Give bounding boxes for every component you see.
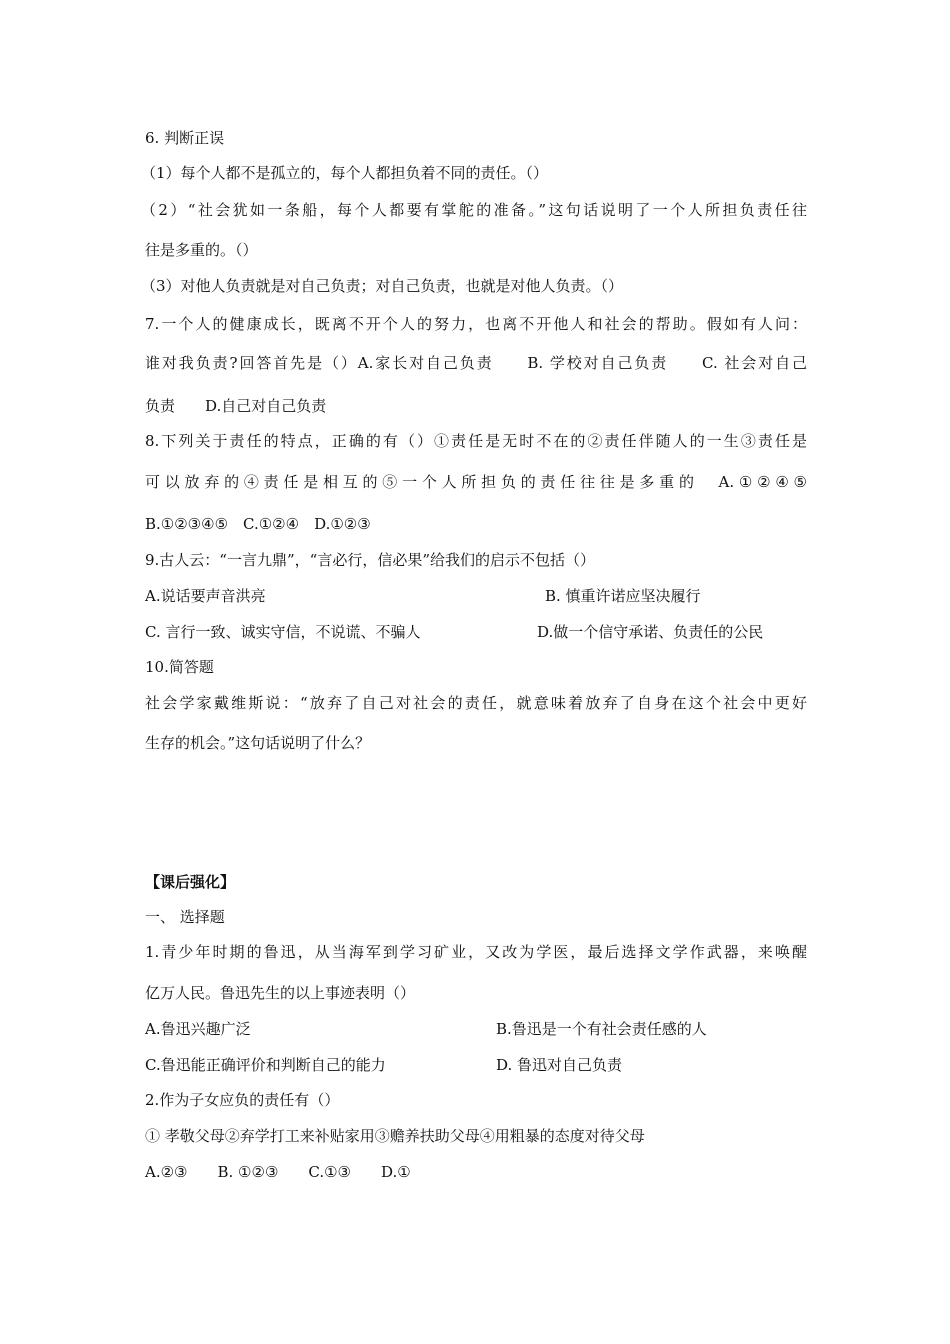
q6-title: 6. 判断正误: [145, 129, 225, 147]
after-q1-line2: 亿万人民。鲁迅先生的以上事迹表明（）: [145, 984, 416, 1002]
q8-line2: 可以放弃的④责任是相互的⑤一个人所担负的责任往往是多重的 A.①②④⑤: [145, 473, 807, 491]
q7-line1: 7.一个人的健康成长，既离不开个人的努力，也离不开他人和社会的帮助。假如有人问：: [145, 315, 807, 333]
q9-option-c: C. 言行一致、诚实守信，不说谎、不骗人: [145, 623, 421, 641]
q7-line2: 谁对我负责?回答首先是（）A.家长对自己负责 B. 学校对自己负责 C. 社会对自己: [145, 354, 807, 372]
after-q1-option-b: B.鲁迅是一个有社会责任感的人: [496, 1020, 707, 1038]
q10-line1: 社会学家戴维斯说：“放弃了自己对社会的责任，就意味着放弃了自身在这个社会中更好: [145, 694, 807, 712]
q6-statement-2-line2: 往是多重的。（）: [145, 241, 258, 259]
after-q2-options: A.②③ B. ①②③ C.①③ D.①: [145, 1163, 411, 1181]
q9-option-b: B. 慎重许诺应坚决履行: [545, 587, 701, 605]
after-q1-option-d: D. 鲁迅对自己负责: [496, 1056, 623, 1074]
q6-statement-1: （1）每个人都不是孤立的，每个人都担负着不同的责任。（）: [141, 164, 549, 182]
q9-option-d: D.做一个信守承诺、负责任的公民: [537, 623, 764, 641]
after-q1-option-a: A.鲁迅兴趣广泛: [145, 1020, 251, 1038]
q9-stem: 9.古人云：“一言九鼎”，“言必行，信必果”给我们的启示不包括（）: [145, 551, 595, 569]
after-class-heading: 【课后强化】: [145, 873, 236, 891]
q6-statement-2-line1: （2）“社会犹如一条船，每个人都要有掌舵的准备。”这句话说明了一个人所担负责任往: [141, 201, 807, 219]
after-q1-line1: 1.青少年时期的鲁迅，从当海军到学习矿业，又改为学医，最后选择文学作武器，来唤醒: [145, 943, 807, 961]
after-q2-stem: 2.作为子女应负的责任有（）: [145, 1091, 340, 1109]
after-q1-option-c: C.鲁迅能正确评价和判断自己的能力: [145, 1056, 386, 1074]
q10-line2: 生存的机会。”这句话说明了什么？: [145, 734, 371, 752]
q8-line1: 8.下列关于责任的特点，正确的有（）①责任是无时不在的②责任伴随人的一生③责任是: [145, 432, 807, 450]
section-title: 一、 选择题: [145, 908, 225, 926]
q9-option-a: A.说话要声音洪亮: [145, 587, 266, 605]
after-q2-items: ① 孝敬父母②弃学打工来补贴家用③赡养扶助父母④用粗暴的态度对待父母: [145, 1127, 645, 1145]
q7-line3: 负责 D.自己对自己负责: [145, 397, 327, 415]
q6-statement-3: （3）对他人负责就是对自己负责；对自己负责，也就是对他人负责。（）: [141, 277, 624, 295]
q10-title: 10.简答题: [145, 658, 214, 676]
q8-line3: B.①②③④⑤ C.①②④ D.①②③: [145, 515, 371, 533]
